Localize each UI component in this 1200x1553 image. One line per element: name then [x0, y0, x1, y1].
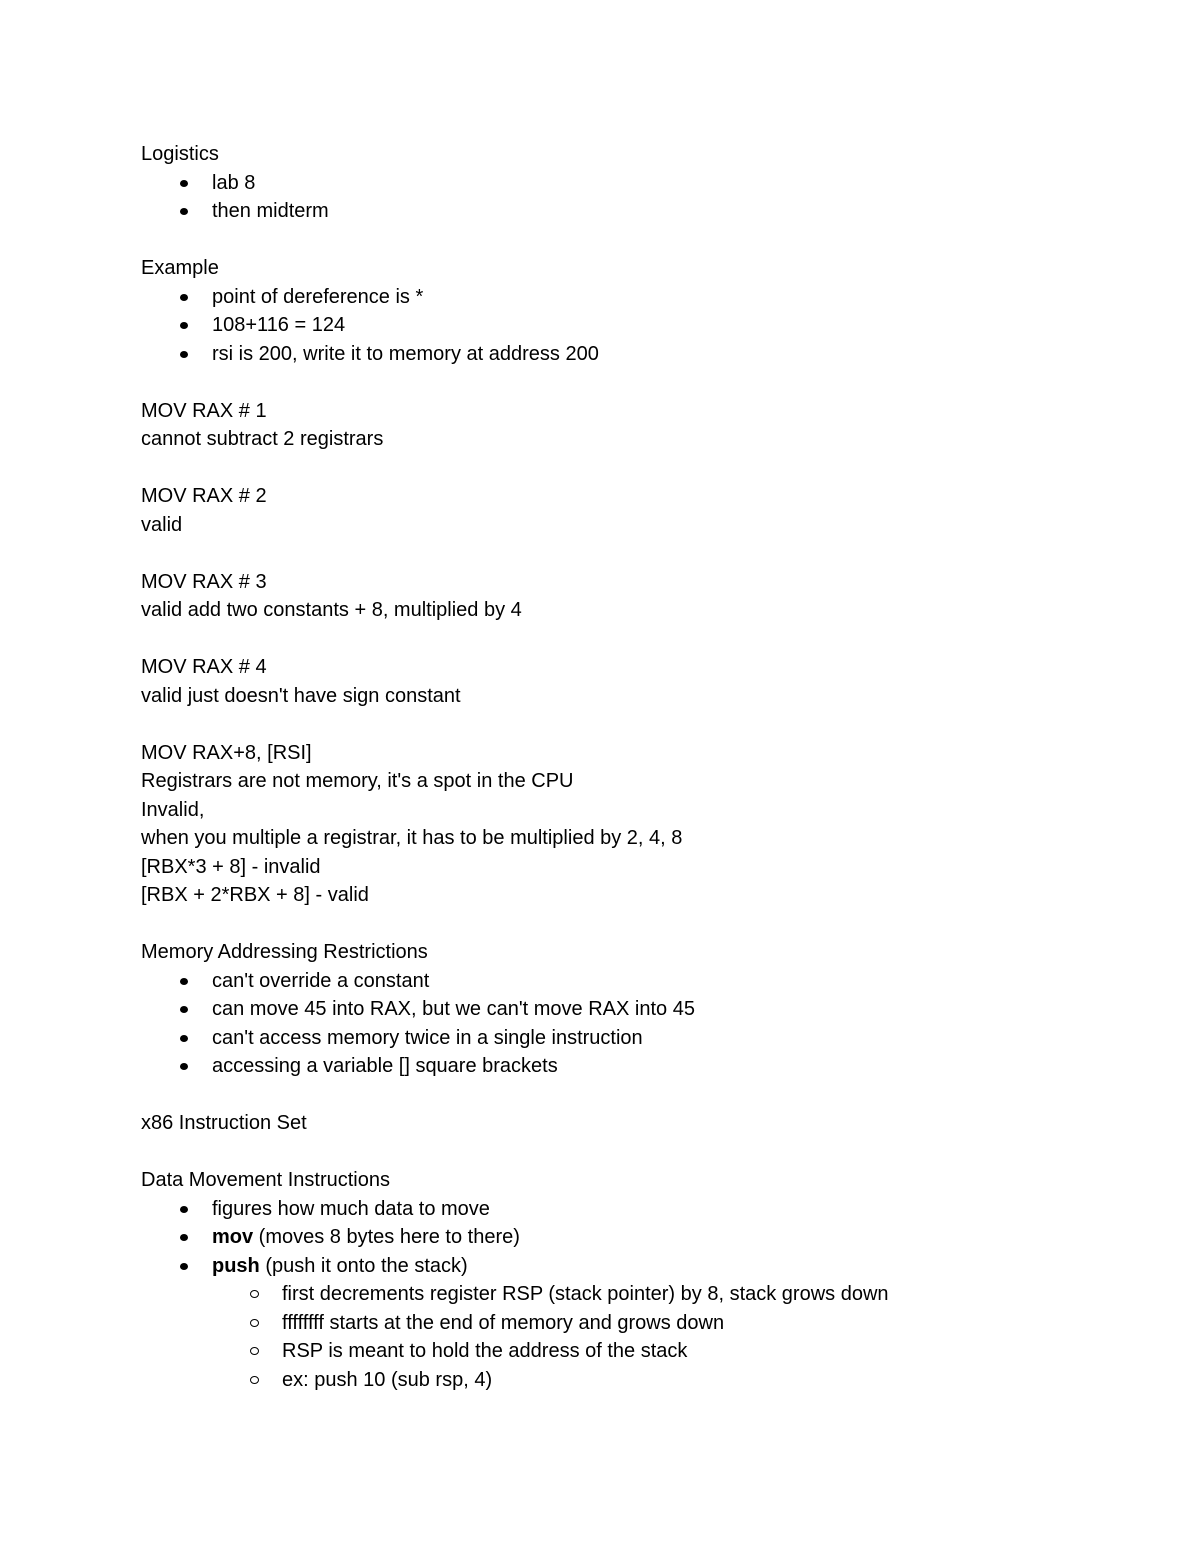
mov2-text: valid [141, 513, 183, 536]
mov2-heading: MOV RAX # 2 [141, 485, 267, 507]
list-item: can move 45 into RAX, but we can't move RAX into 45 [141, 995, 1141, 1024]
sub-list-item: RSP is meant to hold the address of the stack [141, 1337, 1141, 1366]
bullet-icon [180, 351, 188, 358]
list-item: can't override a constant [141, 967, 1141, 996]
mov5-line: [RBX*3 + 8] - invalid [141, 855, 321, 878]
list-item: rsi is 200, write it to memory at address 200 [141, 340, 1141, 369]
bullet-icon [180, 208, 188, 215]
list-item: point of dereference is * [141, 283, 1141, 312]
list-item: accessing a variable [] square brackets [141, 1052, 1141, 1081]
mov5-line: Invalid, [141, 798, 205, 821]
mov4-text: valid just doesn't have sign constant [141, 684, 461, 707]
restrictions-list [141, 967, 1141, 1081]
data-movement-list [141, 1195, 1141, 1395]
bullet-icon [180, 978, 188, 985]
mov1-text: cannot subtract 2 registrars [141, 428, 384, 450]
hollow-bullet-icon [250, 1319, 259, 1327]
hollow-bullet-icon [250, 1376, 259, 1384]
example-heading: Example [141, 257, 219, 279]
bullet-icon [180, 1234, 188, 1241]
bullet-icon [180, 1063, 188, 1070]
mov5-line: Registrars are not memory, it's a spot in the CPU [141, 770, 574, 792]
mov-keyword: mov [212, 1226, 254, 1248]
sub-list-item: ffffffff starts at the end of memory and grows down [141, 1309, 1141, 1338]
mov5-line: [RBX + 2*RBX + 8] - valid [141, 884, 369, 906]
push-keyword: push [212, 1254, 260, 1277]
mov1-heading: MOV RAX # 1 [141, 399, 267, 422]
hollow-bullet-icon [250, 1347, 259, 1355]
mov4-heading: MOV RAX # 4 [141, 656, 267, 678]
bullet-icon [180, 1035, 188, 1042]
mov5-line: when you multiple a registrar, it has to be multiplied by 2, 4, 8 [141, 827, 683, 849]
example-list [141, 283, 1141, 369]
list-item: lab 8 [141, 169, 1141, 198]
list-item: mov (moves 8 bytes here to there) [141, 1223, 1141, 1252]
restrictions-heading: Memory Addressing Restrictions [141, 941, 428, 963]
bullet-icon [180, 294, 188, 301]
bullet-icon [180, 1263, 188, 1270]
list-item: figures how much data to move [141, 1195, 1141, 1224]
sub-list-item: ex: push 10 (sub rsp, 4) [141, 1366, 1141, 1395]
list-item: push (push it onto the stack) [141, 1252, 1141, 1281]
list-item: then midterm [141, 197, 1141, 226]
sub-list-item: first decrements register RSP (stack pointer) by 8, stack grows down [141, 1280, 1141, 1309]
hollow-bullet-icon [250, 1290, 259, 1298]
document-page [141, 140, 1141, 1394]
bullet-icon [180, 180, 188, 187]
logistics-heading: Logistics [141, 143, 219, 165]
list-item: 108+116 = 124 [141, 311, 1141, 340]
mov3-heading: MOV RAX # 3 [141, 570, 267, 593]
bullet-icon [180, 322, 188, 329]
bullet-icon [180, 1206, 188, 1213]
bullet-icon [180, 1006, 188, 1013]
x86-heading: x86 Instruction Set [141, 1112, 307, 1134]
data-movement-heading: Data Movement Instructions [141, 1169, 390, 1191]
logistics-list [141, 169, 1141, 226]
mov3-text: valid add two constants + 8, multiplied by 4 [141, 599, 522, 621]
mov5-heading: MOV RAX+8, [RSI] [141, 741, 312, 764]
list-item: can't access memory twice in a single instruction [141, 1024, 1141, 1053]
